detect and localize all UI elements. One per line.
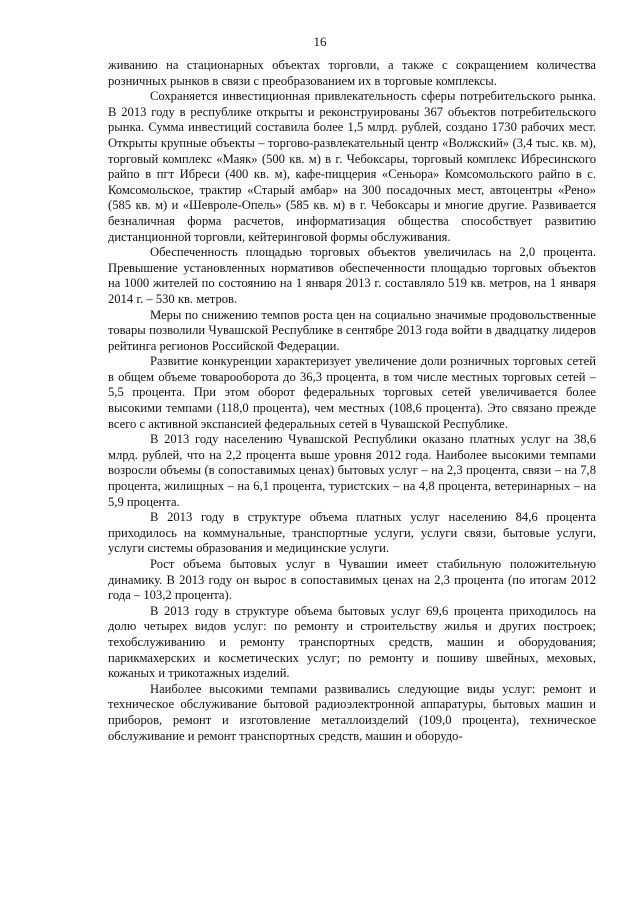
paragraph-household-growth: Рост объема бытовых услуг в Чувашии имеет стабильную положительную динамику. В 2013 году он вырос в сопоставимых ценах на 2,3 процента (по итогам 2012 года – 103,2 процента). [108, 557, 596, 603]
paragraph-paid-services: В 2013 году населению Чувашской Республики оказано платных услуг на 38,6 млрд. рублей, что на 2,2 процента выше уровня 2012 года. Наиболее высокими темпами возросли объемы (в сопоставимых ценах) бытовых услуг – на 2,3 процента, связи – на 7,8 процента, жилищных – на 6,1 процента, туристских – на 4,8 процента, ветеринарных – на 5,9 процента. [108, 432, 596, 509]
paragraph-continuation: живанию на стационарных объектах торговли, а также с сокращением количества розничных рынков в связи с преобразованием их в торговые комплексы. [108, 58, 596, 88]
paragraph-retail-area: Обеспеченность площадью торговых объектов увеличилась на 2,0 процента. Превышение установленных нормативов обеспеченности площадью торговых объектов на 1000 жителей по состоянию на 1 января 2013 г. составляло 519 кв. метров, на 1 января 2014 г. – 530 кв. метров. [108, 245, 596, 306]
paragraph-fastest-growth: Наиболее высокими темпами развивались следующие виды услуг: ремонт и техническое обслуживание бытовой радиоэлектронной аппаратуры, бытовых машин и приборов, ремонт и изготовление металлоизделий (109,0 процента), техническое обслуживание и ремонт транспортных средств, машин и оборудо- [108, 681, 596, 743]
paragraph-price-measures: Меры по снижению темпов роста цен на социально значимые продовольственные товары позволили Чувашской Республике в сентябре 2013 года войти в двадцатку лидеров рейтинга регионов Российской Федерации. [108, 307, 596, 353]
paragraph-investment: Сохраняется инвестиционная привлекательность сферы потребительского рынка. В 2013 году в республике открыты и реконструированы 367 объектов потребительского рынка. Сумма инвестиций составила более 1,5 млрд. рублей, создано 1730 рабочих мест. Открыты крупные объекты – торгово-развлекательный центр «Волжский» (3,4 тыс. кв. м), торговый комплекс «Маяк» (500 кв. м) в г. Чебоксары, торговый комплекс Ибресинского райпо в пгт Ибреси (400 кв. м), кафе-пиццерия «Сеньора» Комсомольского райпо в с. Комсомольское, трактир «Старый амбар» на 300 посадочных мест, автоцентры «Рено» (585 кв. м) и «Шевроле-Опель» (585 кв. м) в г. Чебоксары и многие другие. Развивается безналичная форма расчетов, информатизация общества способствует развитию дистанционной торговли, кейтеринговой формы обслуживания. [108, 89, 596, 244]
paragraph-competition: Развитие конкуренции характеризует увеличение доли розничных торговых сетей в общем объеме товарооборота до 36,3 процента, в том числе местных торговых сетей – 5,5 процента. При этом оборот федеральных торговых сетей увеличивается более высокими темпами (118,0 процента), чем местных (108,6 процента). Это связано прежде всего с активной экспансией федеральных сетей в Чувашской Республике. [108, 354, 596, 431]
paragraph-services-structure: В 2013 году в структуре объема платных услуг населению 84,6 процента приходилось на коммунальные, транспортные услуги, услуги связи, бытовые услуги, услуги системы образования и медицинские услуги. [108, 510, 596, 556]
page-number: 16 [313, 34, 327, 49]
paragraph-household-structure: В 2013 году в структуре объема бытовых услуг 69,6 процента приходилось на долю четырех видов услуг: по ремонту и строительству жилья и других построек; техобслуживанию и ремонту транспортных средств, машин и оборудования; парикмахерских и косметических услуг; по ремонту и пошиву швейных, меховых, кожаных и трикотажных изделий. [108, 603, 596, 681]
page-body [108, 58, 596, 744]
